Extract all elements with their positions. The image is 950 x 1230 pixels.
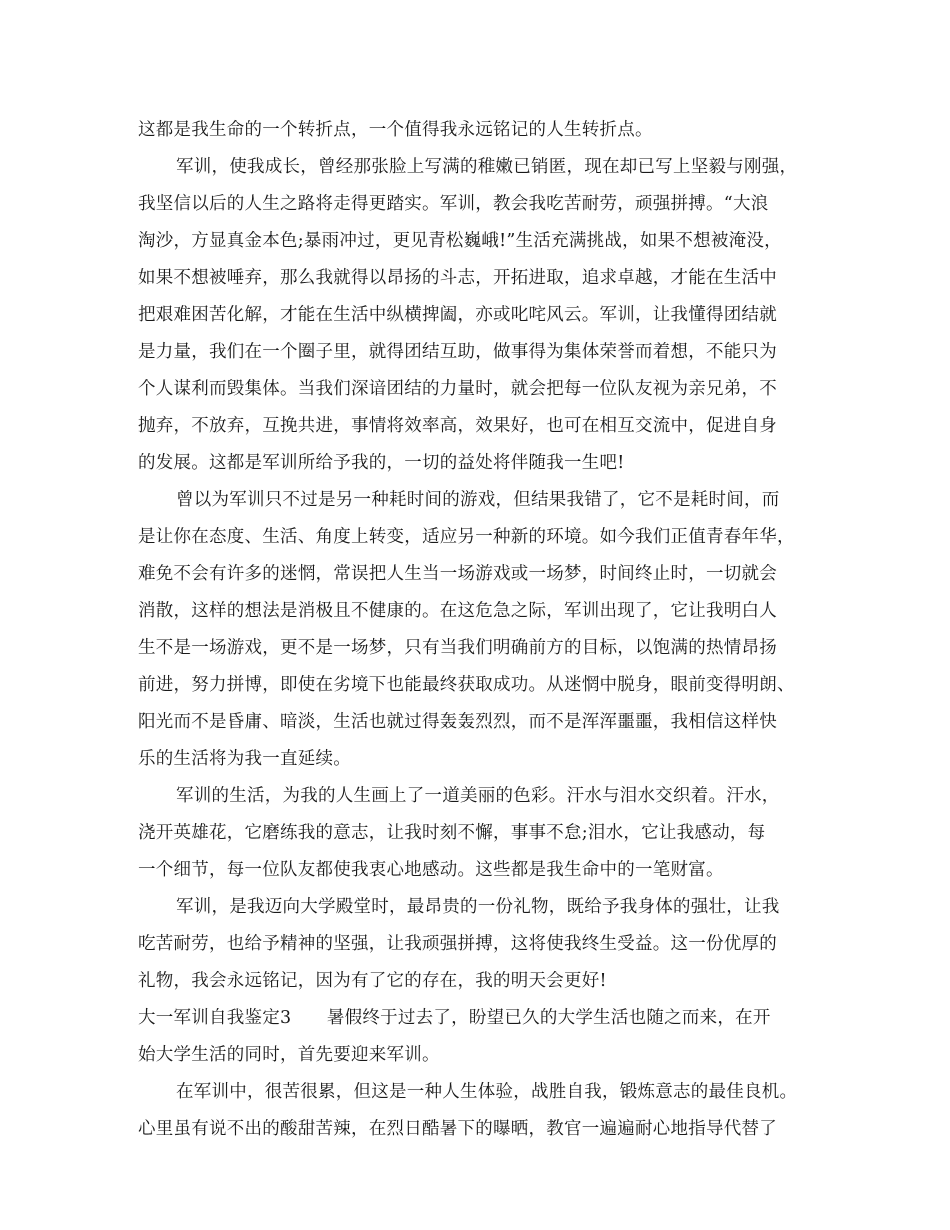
paragraph-start-line: 曾以为军训只不过是另一种耗时间的游戏，但结果我错了，它不是耗时间，而 xyxy=(176,490,780,510)
text-line: 乐的生活将为我一直延续。 xyxy=(138,749,351,769)
text-line: 消散，这样的想法是消极且不健康的。在这危急之际，军训出现了，它让我明白人 xyxy=(138,601,777,621)
text-line: 把艰难困苦化解，才能在生活中纵横捭阖，亦或叱咤风云。军训，让我懂得团结就 xyxy=(138,305,777,325)
text-line: 阳光而不是昏庸、暗淡，生活也就过得轰轰烈烈，而不是浑浑噩噩，我相信这样快 xyxy=(138,712,777,732)
paragraph-start-line: 军训的生活，为我的人生画上了一道美丽的色彩。汗水与泪水交织着。汗水， xyxy=(176,786,780,806)
text-line: 难免不会有许多的迷惘，常误把人生当一场游戏或一场梦，时间终止时，一切就会 xyxy=(138,564,777,584)
text-line: 心里虽有说不出的酸甜苦辣，在烈日酷暑下的曝晒，教官一遍遍耐心地指导代替了 xyxy=(138,1119,777,1139)
text-line: 淘沙，方显真金本色;暴雨冲过，更见青松巍峨!”生活充满挑战，如果不想被淹没， xyxy=(138,231,782,251)
text-line: 是让你在态度、生活、角度上转变，适应另一种新的环境。如今我们正值青春年华， xyxy=(138,527,795,547)
paragraph-start-line: 军训，是我迈向大学殿堂时，最昂贵的一份礼物，既给予我身体的强壮，让我 xyxy=(176,897,780,917)
text-line: 抛弃，不放弃，互挽共进，事情将效率高，效果好，也可在相互交流中，促进自身 xyxy=(138,416,777,436)
text-line: 是力量，我们在一个圈子里，就得团结互助，做事得为集体荣誉而着想，不能只为 xyxy=(138,342,777,362)
text-line: 礼物，我会永远铭记，因为有了它的存在，我的明天会更好! xyxy=(138,971,607,991)
paragraph-start-line: 在军训中，很苦很累，但这是一种人生体验，战胜自我，锻炼意志的最佳良机。 xyxy=(176,1082,798,1102)
text-line: 一个细节，每一位队友都使我衷心地感动。这些都是我生命中的一笔财富。 xyxy=(138,860,724,880)
text-line: 这都是我生命的一个转折点，一个值得我永远铭记的人生转折点。 xyxy=(138,120,653,140)
text-line: 前进，努力拼博，即使在劣境下也能最终获取成功。从迷惘中脱身，眼前变得明朗、 xyxy=(138,675,795,695)
section-heading-line: 大一军训自我鉴定3 暑假终于过去了，盼望已久的大学生活也随之而来，在开 xyxy=(138,1008,771,1028)
text-line: 如果不想被唾弃，那么我就得以昂扬的斗志，开拓进取，追求卓越，才能在生活中 xyxy=(138,268,777,288)
text-line: 吃苦耐劳，也给予精神的坚强，让我顽强拼搏，这将使我终生受益。这一份优厚的 xyxy=(138,934,777,954)
paragraph-start-line: 军训，使我成长，曾经那张脸上写满的稚嫩已销匿，现在却已写上坚毅与刚强， xyxy=(176,157,798,177)
text-line: 始大学生活的同时，首先要迎来军训。 xyxy=(138,1045,440,1065)
text-line: 生不是一场游戏，更不是一场梦，只有当我们明确前方的目标，以饱满的热情昂扬 xyxy=(138,638,777,658)
text-line: 的发展。这都是军训所给予我的，一切的益处将伴随我一生吧! xyxy=(138,453,625,473)
text-line: 浇开英雄花，它磨练我的意志，让我时刻不懈，事事不怠;泪水，它让我感动，每 xyxy=(138,823,766,843)
text-line: 个人谋利而毁集体。当我们深谙团结的力量时，就会把每一位队友视为亲兄弟，不 xyxy=(138,379,777,399)
text-line: 我坚信以后的人生之路将走得更踏实。军训，教会我吃苦耐劳，顽强拼搏。“大浪 xyxy=(138,194,769,214)
